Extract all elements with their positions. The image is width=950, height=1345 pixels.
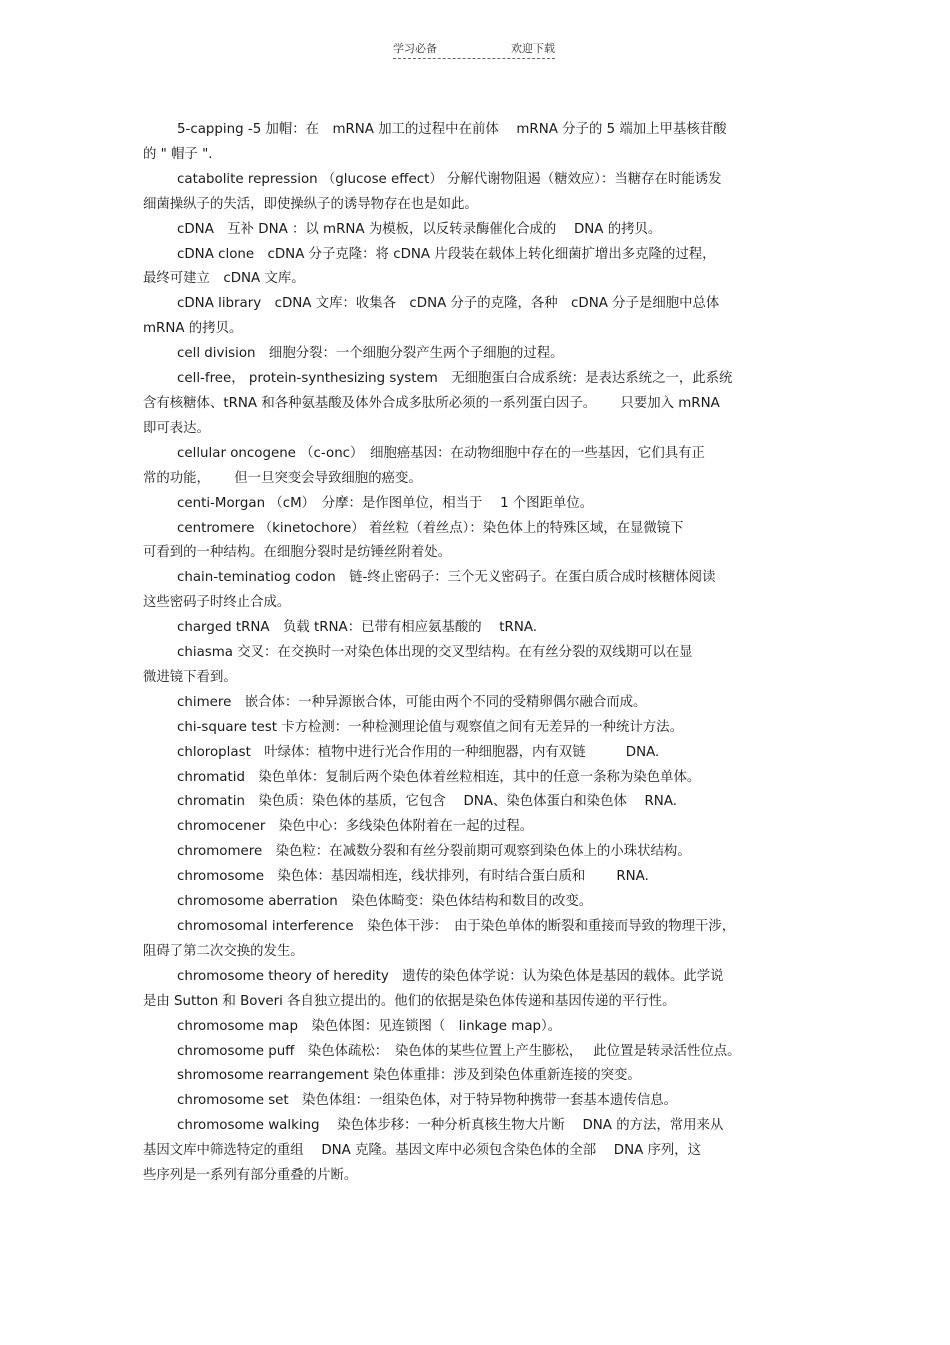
entry-line: 这些密码子时终止合成。 xyxy=(143,595,291,611)
glossary-entry xyxy=(143,766,811,791)
entry-line: cellular oncogene （c-onc） 细胞癌基因：在动物细胞中存在的一些基因，它们具有正 xyxy=(177,445,705,461)
glossary-entry xyxy=(143,716,811,741)
entry-line: 细菌操纵子的失活，即使操纵子的诱导物存在也是如此。 xyxy=(143,196,478,212)
glossary-entry xyxy=(143,517,811,567)
entry-line: chromocener 染色中心：多线染色体附着在一起的过程。 xyxy=(177,819,534,835)
glossary-entry xyxy=(143,243,811,293)
entry-line: centi-Morgan （cM） 分摩：是作图单位，相当于 1 个图距单位。 xyxy=(177,495,594,511)
entry-line: chromomere 染色粒：在减数分裂和有丝分裂前期可观察到染色体上的小珠状结构。 xyxy=(177,844,691,860)
page-header xyxy=(393,40,555,59)
glossary-entry xyxy=(143,865,811,890)
glossary-entry xyxy=(143,840,811,865)
glossary-entry xyxy=(143,218,811,243)
entry-line: cDNA library cDNA 文库：收集各 cDNA 分子的克隆，各种 cDNA 分子是细胞中总体 xyxy=(177,296,720,312)
entry-line: chromosome map 染色体图：见连锁图（ linkage map）。 xyxy=(177,1018,562,1034)
entry-line: chromosome theory of heredity 遗传的染色体学说：认为染色体是基因的载体。此学说 xyxy=(177,968,724,984)
entry-line: 常的功能， 但一旦突变会导致细胞的癌变。 xyxy=(143,470,422,486)
entry-line: chromosome walking 染色体步移：一种分析真核生物大片断 DNA 的方法，常用来从 xyxy=(177,1118,724,1134)
entry-line: 基因文库中筛选特定的重组 DNA 克隆。基因文库中必须包含染色体的全部 DNA 序列，这 xyxy=(143,1143,702,1159)
glossary-entry xyxy=(143,492,811,517)
glossary-entry xyxy=(143,616,811,641)
glossary-entry xyxy=(143,1040,811,1065)
glossary-entry xyxy=(143,741,811,766)
glossary-entry xyxy=(143,342,811,367)
entry-line: chromosome set 染色体组：一组染色体，对于特异物种携带一套基本遗传信息。 xyxy=(177,1093,677,1109)
entry-line: 是由 Sutton 和 Boveri 各自独立提出的。他们的依据是染色体传递和基因传递的平行性。 xyxy=(143,993,676,1009)
entry-line: cell-free， protein-synthesizing system 无细胞蛋白合成系统：是表达系统之一，此系统 xyxy=(177,371,733,387)
entry-line: cDNA 互补 DNA ：以 mRNA 为模板，以反转录酶催化合成的 DNA 的拷贝。 xyxy=(177,221,662,237)
entry-line: 微进镜下看到。 xyxy=(143,669,237,685)
glossary-entry xyxy=(143,1114,811,1189)
glossary-entry xyxy=(143,442,811,492)
entry-line: chromatid 染色单体：复制后两个染色体着丝粒相连，其中的任意一条称为染色单体。 xyxy=(177,769,701,785)
entry-line: 即可表达。 xyxy=(143,420,210,436)
glossary-entry xyxy=(143,118,811,168)
entry-line: mRNA 的拷贝。 xyxy=(143,321,243,337)
header-left-text: 学习必备 xyxy=(393,42,437,55)
entry-line: 阻碍了第二次交换的发生。 xyxy=(143,943,304,959)
entry-line: chromosome puff 染色体疏松： 染色体的某些位置上产生膨松， 此位置是转录活性位点。 xyxy=(177,1043,741,1059)
entry-line: 些序列是一系列有部分重叠的片断。 xyxy=(143,1168,358,1184)
entry-line: 5-capping -5 加帽：在 mRNA 加工的过程中在前体 mRNA 分子的 5 端加上甲基核苷酸 xyxy=(177,122,727,137)
glossary-entry xyxy=(143,1089,811,1114)
entry-line: cell division 细胞分裂：一个细胞分裂产生两个子细胞的过程。 xyxy=(177,346,564,362)
entry-line: chiasma 交叉：在交换时一对染色体出现的交叉型结构。在有丝分裂的双线期可以在显 xyxy=(177,645,693,661)
entry-line: catabolite repression （glucose effect） 分解代谢物阻遏（糖效应）：当糖存在时能诱发 xyxy=(177,171,722,187)
entry-line: chimere 嵌合体：一种异源嵌合体，可能由两个不同的受精卵偶尔融合而成。 xyxy=(177,694,647,710)
entry-line: 可看到的一种结构。在细胞分裂时是纺锤丝附着处。 xyxy=(143,545,451,561)
entry-line: chromosomal interference 染色体干涉： 由于染色单体的断裂和重接而导致的物理干涉， xyxy=(177,919,736,934)
entry-line: chromatin 染色质：染色体的基质，它包含 DNA、染色体蛋白和染色体 RNA. xyxy=(177,794,678,810)
glossary-entry xyxy=(143,292,811,342)
entry-line: charged tRNA 负载 tRNA：已带有相应氨基酸的 tRNA. xyxy=(177,620,538,636)
entry-line: chloroplast 叶绿体：植物中进行光合作用的一种细胞器，内有双链 DNA. xyxy=(177,744,660,760)
glossary-entry xyxy=(143,965,811,1015)
glossary-entry xyxy=(143,168,811,218)
entry-line: centromere （kinetochore） 着丝粒（着丝点）：染色体上的特殊区域，在显微镜下 xyxy=(177,520,684,536)
glossary-entry xyxy=(143,641,811,691)
glossary-entry xyxy=(143,1015,811,1040)
entry-line: cDNA clone cDNA 分子克隆：将 cDNA 片段装在载体上转化细菌扩增出多克隆的过程， xyxy=(177,246,716,262)
entry-line: chromosome aberration 染色体畸变：染色体结构和数目的改变。 xyxy=(177,894,593,910)
entry-line: 含有核糖体、tRNA 和各种氨基酸及体外合成多肽所必须的一系列蛋白因子。 只要加入 mRNA xyxy=(143,395,720,411)
glossary-entry xyxy=(143,566,811,616)
header-right-text: 欢迎下载 xyxy=(511,42,555,55)
glossary-entry xyxy=(143,1064,811,1089)
entry-line: chromosome 染色体：基因端相连，线状排列，有时结合蛋白质和 RNA. xyxy=(177,869,649,885)
glossary-entry xyxy=(143,790,811,815)
glossary-entry xyxy=(143,815,811,840)
entry-line: 的 " 帽子 ". xyxy=(143,146,213,162)
glossary-content xyxy=(143,118,811,1189)
entry-line: chi-square test 卡方检测：一种检测理论值与观察值之间有无差异的一种统计方法。 xyxy=(177,719,683,735)
glossary-entry xyxy=(143,367,811,442)
glossary-entry xyxy=(143,915,811,965)
entry-line: 最终可建立 cDNA 文库。 xyxy=(143,271,305,287)
entry-line: chain-teminatiog codon 链-终止密码子：三个无义密码子。在蛋白质合成时核糖体阅读 xyxy=(177,570,716,586)
glossary-entry xyxy=(143,691,811,716)
glossary-entry xyxy=(143,890,811,915)
entry-line: shromosome rearrangement 染色体重排：涉及到染色体重新连接的突变。 xyxy=(177,1068,641,1084)
